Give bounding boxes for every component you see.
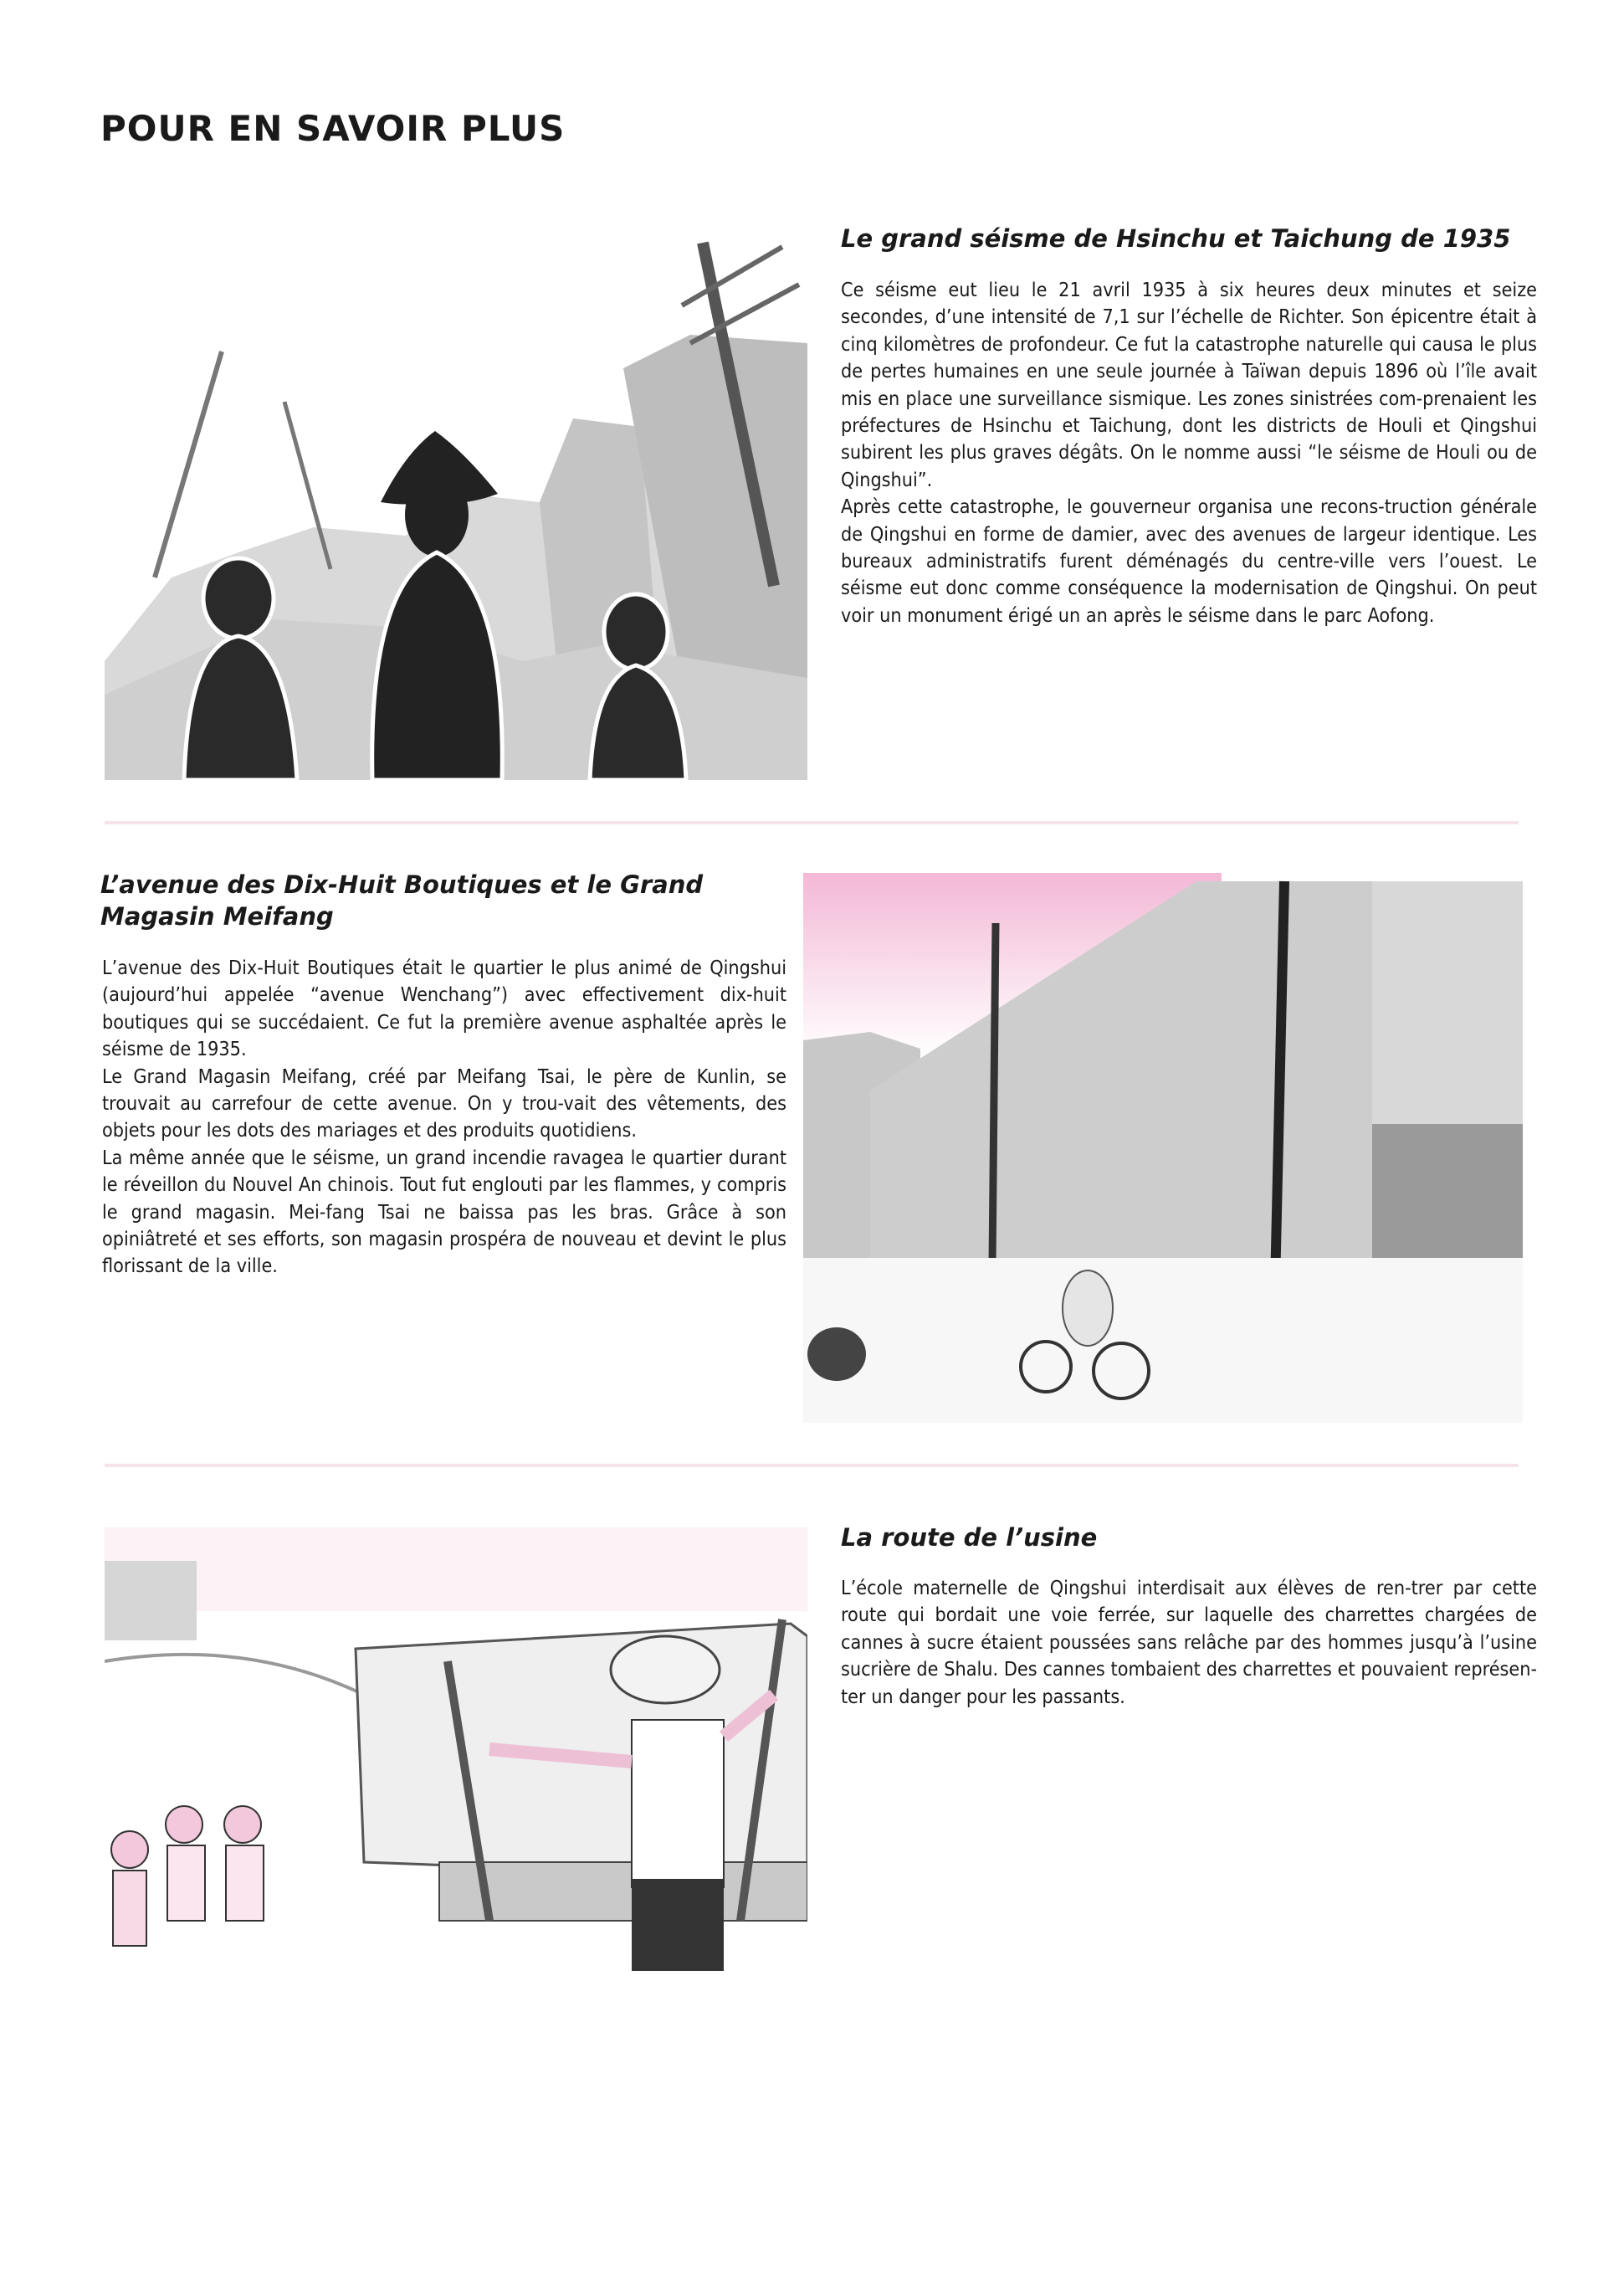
paragraph: Après cette catastrophe, le gouverneur organisa une recons-truction générale de Qingshui en forme de damier, avec des avenues de largeur identique. Les bureaux administratifs furent déménagés du centre-ville vers l’ouest. Le séisme eut donc comme conséquence la modernisation de Qingshui. On peut voir un monument érigé un an après le séisme dans le parc Aofong.	[841, 495, 1537, 627]
earthquake-ruins-illustration	[105, 226, 807, 780]
paragraph: Ce séisme eut lieu le 21 avril 1935 à six heures deux minutes et seize secondes, d’une intensité de 7,1 sur l’échelle de Richter. Son épicentre était à cinq kilomètres de profondeur. Ce fut la catastrophe naturelle qui causa le plus de pertes humaines en une seule journée à Taïwan depuis 1896 où l’île avait mis en place une surveillance sismique. Les zones sinistrées com-prenaient les préfectures de Hsinchu et Taichung, dont les districts de Houli et Qingshui subirent les plus graves dégâts. On le nomme aussi “le séisme de Houli ou de Qingshui”.	[841, 279, 1537, 491]
section-heading: L’avenue des Dix-Huit Boutiques et le Grand Magasin Meifang	[100, 870, 704, 931]
section-body	[841, 1575, 1537, 1711]
section-divider	[105, 821, 1519, 824]
paragraph: L’avenue des Dix-Huit Boutiques était le quartier le plus animé de Qingshui (aujourd’hui appelée “avenue Wenchang”) avec effectivement dix-huit boutiques qui se succédaient. Ce fut la première avenue asphaltée après le séisme de 1935.	[102, 957, 786, 1061]
section-heading: La route de l’usine	[841, 1523, 1098, 1552]
section-body	[841, 277, 1537, 629]
section-heading: Le grand séisme de Hsinchu et Taichung de 1935	[841, 224, 1511, 253]
section-divider	[105, 1464, 1519, 1467]
sugarcane-cart-illustration	[105, 1527, 807, 2071]
paragraph: L’école maternelle de Qingshui interdisait aux élèves de ren-trer par cette route qui bordait une voie ferrée, sur laquelle des charrettes chargées de cannes à sucre étaient poussées sans relâche par des hommes jusqu’à l’usine sucrière de Shalu. Des cannes tombaient des charrettes et pouvaient représen-ter un danger pour les passants.	[841, 1577, 1537, 1708]
section-body	[102, 955, 786, 1280]
page-title: POUR EN SAVOIR PLUS	[100, 108, 566, 149]
shopping-avenue-illustration	[803, 873, 1523, 1423]
paragraph: La même année que le séisme, un grand incendie ravagea le quartier durant le réveillon du Nouvel An chinois. Tout fut englouti par les flammes, y compris le grand magasin. Mei-fang Tsai ne baissa pas les bras. Grâce à son opiniâtreté et ses efforts, son magasin prospéra de nouveau et devint le plus florissant de la ville.	[102, 1146, 786, 1278]
paragraph: Le Grand Magasin Meifang, créé par Meifang Tsai, le père de Kunlin, se trouvait au carrefour de cette avenue. On y trou-vait des vêtements, des objets pour les dots des mariages et des produits quotidiens.	[102, 1065, 786, 1142]
